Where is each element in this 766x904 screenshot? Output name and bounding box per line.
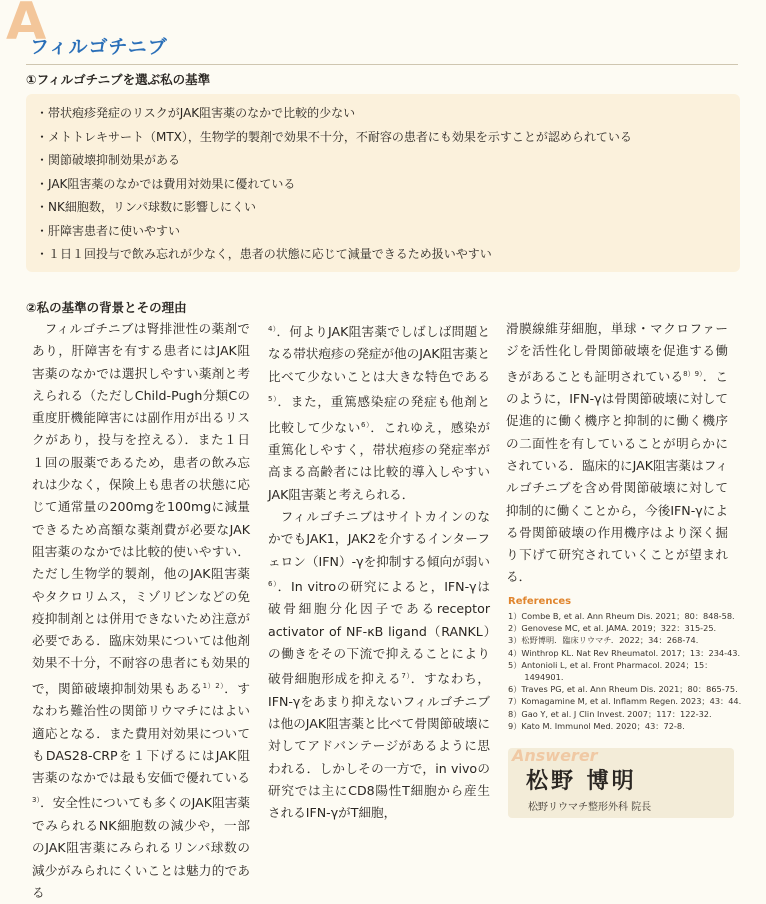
criteria-item: ・メトトレキサート（MTX），生物学的製剤で効果不十分，不耐容の患者にも効果を示すことが認められている: [36, 129, 632, 144]
citation: 1）2）: [202, 681, 225, 690]
references-list: [508, 610, 742, 732]
body-text: ．これゆえ，感染が重篤化しやすく，帯状疱疹の発症率が高まる高齢者には比較的導入しやすいJAK阻害薬と考えられる．: [268, 419, 490, 502]
reference-item: 1）Combe B, et al. Ann Rheum Dis. 2021；80：848-58.: [508, 611, 735, 621]
paragraph: [506, 318, 728, 589]
criteria-item: ・１日１回投与で飲み忘れが少なく，患者の状態に応じて減量できるため扱いやすい: [36, 247, 492, 261]
references-title: References: [508, 596, 572, 607]
criteria-list: [26, 94, 740, 267]
reference-item: 7）Komagamine M, et al. Inflamm Regen. 2023；43：44.: [508, 696, 742, 707]
body-text: ．安全性についても多くのJAK阻害薬でみられるNK細胞数の減少や，一部のJAK阻害薬にみられるリンパ球数の減少がみられにくいことは魅力的である: [32, 795, 250, 900]
paragraph: [268, 318, 490, 506]
answerer-label: Answerer: [512, 746, 598, 765]
citation: 6）: [268, 579, 278, 588]
citation: 6）: [361, 420, 371, 429]
reference-item: 8）Gao Y, et al. J Clin Invest. 2007；117：122-32.: [508, 708, 712, 719]
reference-item: 2）Genovese MC, et al. JAMA. 2019；322：315-25.: [508, 623, 717, 634]
paragraph: [32, 318, 250, 904]
criteria-item: ・NK細胞数，リンパ球数に影響しにくい: [36, 200, 257, 214]
reference-item: 5）Antonioli L, et al. Front Pharmacol. 2024；15：: [508, 659, 713, 670]
body-text: 滑膜線維芽細胞，単球・マクロファージを活性化し骨関節破壊を促進する働きがあることも証明されている: [506, 321, 728, 384]
body-text: フィルゴチニブは腎排泄性の薬剤であり，肝障害を有する患者にはJAK阻害薬のなかでは選択しやすい薬剤と考えられる（ただしChild-Pugh分類Cの重度肝機能障害には副作用が出るリスクがあり，投与を控える）．また１日１回の服薬であるため，患者の飲み忘れは少なく，保険上も患者の状態に応じて通常量の200mgを100mgに減量できるため高額な薬剤費が必要なJAK阻害薬のなかでは比較的使いやすい．ただし生物学的製剤，他のJAK阻害薬やタクロリムス，ミゾリビンなどの免疫抑制剤とは併用できないため注意が必要である．臨床効果については他剤効果不十分，不耐容の患者にも効果的で，関節破壊抑制効果もある: [32, 321, 250, 696]
body-text: ．すなわち難治性の関節リウマチにはよい適応となる．また費用対効果についてもDAS28-CRPを１下げるにはJAK阻害薬のなかでは最も安価で優れている: [32, 680, 251, 786]
body-text: ．このように，IFN-γは骨関節破壊に対して促進的に働く機序と抑制的に働く機序の二面性を有していることが明らかにされている．臨床的にJAK阻害薬はフィルゴチニブを含め骨関節破壊に対して抑制的に働くことから，今後IFN-γによる骨関節破壊の作用機序はより深く掘り下げて研究されていくことが望まれる．: [506, 368, 728, 585]
answerer-name: 松野 博明: [526, 769, 637, 794]
body-text: ．何よりJAK阻害薬でしばしば問題となる帯状疱疹の発症が他のJAK阻害薬と比べて少ないことは大きな特色である: [268, 324, 490, 384]
reference-item: 1494901.: [508, 672, 564, 683]
criteria-box: [26, 94, 740, 272]
answerer-affiliation: 松野リウマチ整形外科 院長: [528, 802, 652, 813]
criteria-item: ・肝障害患者に使いやすい: [36, 223, 181, 238]
reference-item: 3）松野博明．臨床リウマチ．2022；34：268-74.: [508, 635, 699, 646]
background-heading: ②私の基準の背景とその理由: [26, 300, 187, 315]
citation: 3）: [32, 796, 41, 805]
body-column-1: [32, 318, 250, 904]
citation: 8）9）: [683, 369, 703, 378]
citation: 4）: [268, 325, 277, 333]
reference-item: 9）Kato M. Immunol Med. 2020；43：72-8.: [508, 720, 685, 731]
citation: 7）: [401, 672, 411, 681]
title-divider: [26, 64, 738, 65]
body-text: ．In vitroの研究によると，IFN-γは破骨細胞分化因子であるreceptor activator of NF-κB ligand（RANKL）の働きをその下流で抑えることにより破骨細胞形成を抑える: [268, 579, 490, 687]
citation: 5）: [268, 395, 278, 404]
reference-item: 4）Winthrop KL. Nat Rev Rheumatol. 2017；13：234-43.: [508, 647, 741, 658]
paragraph: [268, 506, 490, 825]
body-text: ．すなわち，IFN-γをあまり抑えないフィルゴチニブは他のJAK阻害薬と比べて骨関節破壊に対してアドバンテージがあるように思われる．しかしその一方で，in vivoの研究では主にCD8陽性T細胞から産生されるIFN-γがT細胞，: [268, 671, 490, 821]
page-title: フィルゴチニブ: [30, 36, 168, 58]
criteria-item: ・JAK阻害薬のなかでは費用対効果に優れている: [36, 176, 296, 191]
body-text: ．また，重篤感染症の発症も他剤と比較して少ない: [268, 394, 490, 435]
criteria-item: ・関節破壊抑制効果がある: [36, 153, 181, 167]
criteria-item: ・帯状疱疹発症のリスクがJAK阻害薬のなかで比較的少ない: [36, 106, 356, 120]
section-letter: A: [6, 0, 47, 52]
body-text: フィルゴチニブはサイトカインのなかでもJAK1，JAK2を介するインターフェロン（IFN）-γを抑制する傾向が弱い: [268, 508, 490, 569]
body-column-2: [268, 318, 490, 824]
reference-item: 6）Traves PG, et al. Ann Rheum Dis. 2021；80：865-75.: [508, 684, 738, 695]
body-column-3: [506, 318, 728, 589]
criteria-heading: ①フィルゴチニブを選ぶ私の基準: [26, 72, 211, 87]
